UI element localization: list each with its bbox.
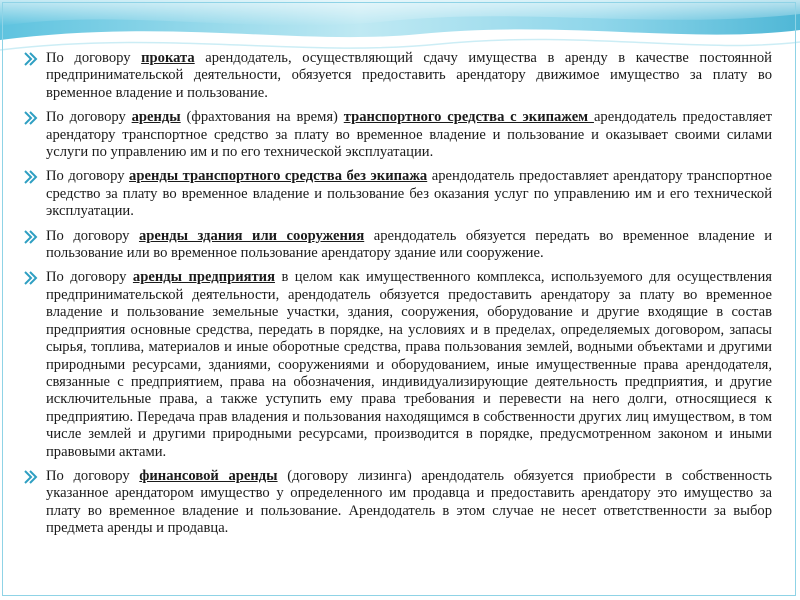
list-item xyxy=(24,269,772,460)
text-run: арендодатель, осуществляющий сдачу имущества в аренду в качестве постоянной предпринимательской деятельности, обязуется предоставить арендатору движимое имущество за плату во временное владение и пользование. xyxy=(46,50,772,101)
arrow-bullet-icon xyxy=(24,111,38,125)
arrow-bullet-icon xyxy=(24,230,38,244)
text-run: По договору xyxy=(46,227,139,244)
text-run: (договору лизинга) арендодатель обязуется приобрести в собственность указанное арендатором имущество у определенного им продавца и предоставить арендатору это имущество за плату во временное владение и пользование. Арендодатель в этом случае не несет ответственности за выбор предмета аренды и продавца. xyxy=(46,467,772,537)
paragraph-text xyxy=(46,168,772,219)
list-item xyxy=(24,168,772,220)
text-run: По договору xyxy=(46,467,140,484)
text-run: По договору xyxy=(46,269,133,286)
term-keyword: аренды предприятия xyxy=(132,269,275,286)
text-run: в целом как имущественного комплекса, используемого для осуществления предпринимательской деятельности, арендодатель обязуется предоставить арендатору за плату во временное владение и пользование земельные участки, здания, сооружения, оборудование и другие входящие в состав предприятия основные средства, передать в порядке, на условиях и в пределах, определяемых договором, запасы сырья, топлива, материалов и иные оборотные средства, права пользования землей, водными объектами и другими природными ресурсами, зданиями, сооружениями и оборудованием, иные имущественные права арендодателя, связанные с предприятием, права на обозначения, индивидуализирующие деятельность предприятия, и другие исключительные права, а также уступить ему права требования и перевести на него долги, относящиеся к предприятию. Передача прав владения и пользования находящимся в собственности других лиц имуществом, в том числе землей и другими природными ресурсами, производится в порядке, предусмотренном законом и иными правовыми актами. xyxy=(46,269,773,460)
term-keyword: аренды здания или сооружения xyxy=(138,227,365,244)
paragraph-text xyxy=(46,468,772,536)
paragraph-text xyxy=(46,269,772,459)
text-run: По договору xyxy=(46,50,142,66)
arrow-bullet-icon xyxy=(24,470,38,484)
term-keyword: транспортного средства с экипажем xyxy=(343,109,594,126)
list-item xyxy=(24,50,772,102)
list-item xyxy=(24,109,772,161)
paragraph-text xyxy=(46,109,772,160)
paragraph-list xyxy=(24,50,772,545)
term-keyword: финансовой аренды xyxy=(139,467,278,484)
text-run: (фрахтования на время) xyxy=(180,109,344,126)
text-run: арендодатель обязуется передать во временное владение и пользование или во временное пользование арендатору здание или сооружение. xyxy=(46,227,773,262)
term-keyword: проката xyxy=(141,50,195,66)
text-run: По договору xyxy=(46,109,132,126)
term-keyword: аренды транспортного средства без экипажа xyxy=(129,168,428,185)
paragraph-text xyxy=(46,50,772,101)
list-item xyxy=(24,228,772,263)
arrow-bullet-icon xyxy=(24,52,38,66)
list-item xyxy=(24,468,772,538)
term-keyword: аренды xyxy=(131,109,181,126)
arrow-bullet-icon xyxy=(24,271,38,285)
paragraph-text xyxy=(46,228,772,261)
arrow-bullet-icon xyxy=(24,170,38,184)
text-run: По договору xyxy=(46,168,130,185)
text-run: арендодатель предоставляет арендатору транспортное средство за плату во временное владение и пользование и оказывает своими силами услуги по управлению им и по его технической эксплуатации. xyxy=(46,109,772,161)
text-run: арендодатель предоставляет арендатору транспортное средство за плату во временное владение и пользование без оказания услуг по управлению им и его технической эксплуатации. xyxy=(46,168,773,220)
